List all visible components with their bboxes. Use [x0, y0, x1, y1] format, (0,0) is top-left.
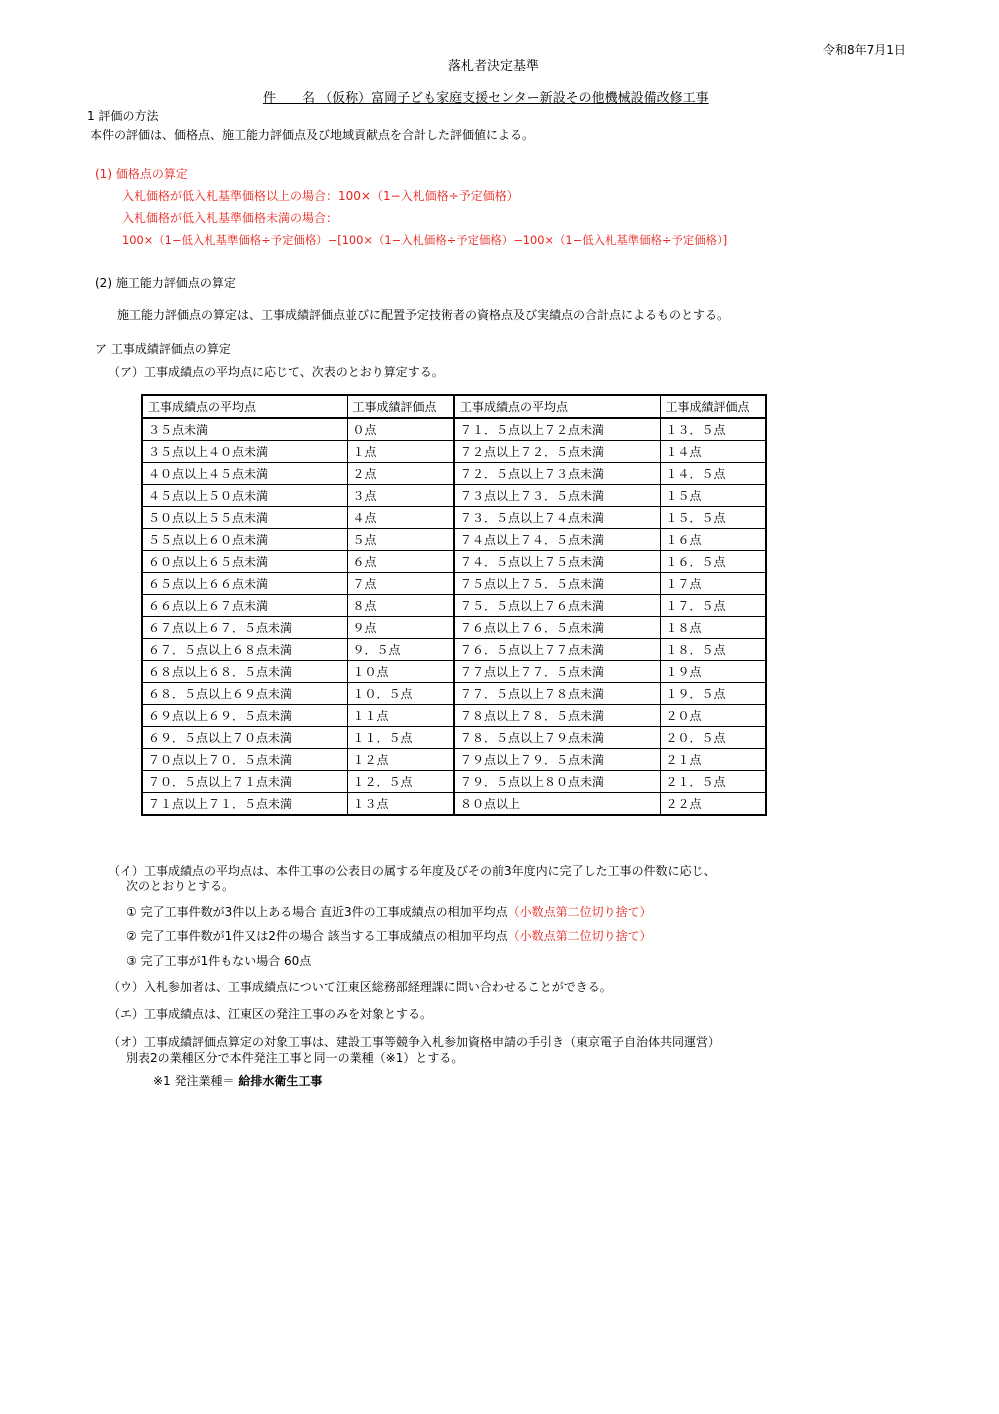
table-cell: ３５点以上４０点未満	[142, 441, 347, 463]
i-item2-text: ② 完了工事件数が1件又は2件の場合 該当する工事成績点の相加平均点	[126, 929, 508, 943]
table-cell: １９．５点	[660, 683, 766, 705]
table-row	[142, 529, 766, 551]
price-heading: (1) 価格点の算定	[95, 167, 188, 181]
table-cell: １２点	[347, 749, 454, 771]
table-cell: ８点	[347, 595, 454, 617]
table-cell: ７０点以上７０．５点未満	[142, 749, 347, 771]
table-cell: １３．５点	[660, 418, 766, 441]
table-cell: ６９．５点以上７０点未満	[142, 727, 347, 749]
table-cell: ７８．５点以上７９点未満	[454, 727, 660, 749]
table-cell: ７６．５点以上７７点未満	[454, 639, 660, 661]
table-cell: １９点	[660, 661, 766, 683]
table-cell: ６０点以上６５点未満	[142, 551, 347, 573]
table-cell: ６８．５点以上６９点未満	[142, 683, 347, 705]
o-line1: （オ）工事成績評価点算定の対象工事は、建設工事等競争入札参加資格申請の手引き（東京電子自治体共同運営）	[108, 1035, 721, 1049]
table-cell: ８０点以上	[454, 793, 660, 816]
table-cell: １０．５点	[347, 683, 454, 705]
table-cell: ７５．５点以上７６点未満	[454, 595, 660, 617]
section1-heading: 1 評価の方法	[87, 109, 159, 123]
table-cell: ２０．５点	[660, 727, 766, 749]
page-title: 落札者決定基準	[448, 59, 540, 74]
i-item1-note: （小数点第二位切り捨て）	[507, 905, 652, 919]
table-cell: ７２．５点以上７３点未満	[454, 463, 660, 485]
table-row	[142, 661, 766, 683]
footnote-label: ※1 発注業種＝	[153, 1074, 235, 1088]
table-cell: １５．５点	[660, 507, 766, 529]
table-cell: １３点	[347, 793, 454, 816]
table-cell: ７点	[347, 573, 454, 595]
table-row	[142, 463, 766, 485]
table-cell: ５５点以上６０点未満	[142, 529, 347, 551]
score-table	[141, 394, 767, 816]
e-line: （エ）工事成績点は、江東区の発注工事のみを対象とする。	[108, 1007, 433, 1021]
i-item2	[126, 928, 652, 944]
table-row	[142, 485, 766, 507]
table-cell: ６７点以上６７．５点未満	[142, 617, 347, 639]
table-row	[142, 749, 766, 771]
table-cell: １４点	[660, 441, 766, 463]
table-row	[142, 551, 766, 573]
date: 令和8年7月1日	[823, 43, 906, 57]
capability-heading: (2) 施工能力評価点の算定	[95, 276, 236, 290]
table-row	[142, 683, 766, 705]
table-header-row	[142, 395, 766, 418]
i-line1: （イ）工事成績点の平均点は、本件工事の公表日の属する年度及びその前3年度内に完了した工事の件数に応じ、	[108, 864, 716, 878]
subject-line: 件 名 （仮称）富岡子ども家庭支援センター新設その他機械設備改修工事	[263, 91, 709, 106]
table-cell: １２．５点	[347, 771, 454, 793]
table-cell: １６．５点	[660, 551, 766, 573]
table-cell: ７５点以上７５．５点未満	[454, 573, 660, 595]
table-row	[142, 617, 766, 639]
table-row	[142, 771, 766, 793]
table-row	[142, 727, 766, 749]
table-cell: ６９点以上６９．５点未満	[142, 705, 347, 727]
table-cell: ７３．５点以上７４点未満	[454, 507, 660, 529]
table-cell: ７９．５点以上８０点未満	[454, 771, 660, 793]
footnote-value: 給排水衛生工事	[238, 1074, 323, 1088]
table-cell: ７４．５点以上７５点未満	[454, 551, 660, 573]
table-cell: ７６点以上７６．５点未満	[454, 617, 660, 639]
table-cell: ４５点以上５０点未満	[142, 485, 347, 507]
i-item2-note: （小数点第二位切り捨て）	[507, 929, 652, 943]
table-row	[142, 418, 766, 441]
table-cell: １６点	[660, 529, 766, 551]
table-cell: １０点	[347, 661, 454, 683]
table-cell: ７７．５点以上７８点未満	[454, 683, 660, 705]
table-cell: １８点	[660, 617, 766, 639]
table-cell: ７９点以上７９．５点未満	[454, 749, 660, 771]
a-sub: （ア）工事成績点の平均点に応じて、次表のとおり算定する。	[108, 365, 444, 379]
table-cell: ６７．５点以上６８点未満	[142, 639, 347, 661]
table-cell: ７１点以上７１．５点未満	[142, 793, 347, 816]
table-cell: ６点	[347, 551, 454, 573]
table-row	[142, 705, 766, 727]
table-cell: ７１．５点以上７２点未満	[454, 418, 660, 441]
header-cell: 工事成績点の平均点	[454, 395, 660, 418]
table-row	[142, 639, 766, 661]
table-cell: １４．５点	[660, 463, 766, 485]
price-line1: 入札価格が低入札基準価格以上の場合：100×（1−入札価格÷予定価格）	[122, 189, 519, 203]
table-cell: ６５点以上６６点未満	[142, 573, 347, 595]
table-cell: １７．５点	[660, 595, 766, 617]
table-row	[142, 441, 766, 463]
table-row	[142, 793, 766, 816]
table-cell: ７３点以上７３．５点未満	[454, 485, 660, 507]
table-row	[142, 573, 766, 595]
table-cell: ２２点	[660, 793, 766, 816]
i-item3: ③ 完了工事が1件もない場合 60点	[126, 954, 312, 968]
table-cell: ７８点以上７８．５点未満	[454, 705, 660, 727]
table-cell: ２１．５点	[660, 771, 766, 793]
table-cell: ４点	[347, 507, 454, 529]
i-line2: 次のとおりとする。	[126, 879, 235, 893]
table-cell: ７２点以上７２．５点未満	[454, 441, 660, 463]
table-cell: ９点	[347, 617, 454, 639]
table-cell: ６６点以上６７点未満	[142, 595, 347, 617]
table-cell: ４０点以上４５点未満	[142, 463, 347, 485]
i-item1-text: ① 完了工事件数が3件以上ある場合 直近3件の工事成績点の相加平均点	[126, 905, 508, 919]
table-cell: １５点	[660, 485, 766, 507]
table-row	[142, 507, 766, 529]
table-cell: ７７点以上７７．５点未満	[454, 661, 660, 683]
table-cell: １８．５点	[660, 639, 766, 661]
table-cell: ０点	[347, 418, 454, 441]
table-cell: １１点	[347, 705, 454, 727]
table-cell: １点	[347, 441, 454, 463]
table-cell: ９．５点	[347, 639, 454, 661]
table-cell: ２１点	[660, 749, 766, 771]
price-line2: 入札価格が低入札基準価格未満の場合：	[122, 211, 339, 225]
table-cell: ７０．５点以上７１点未満	[142, 771, 347, 793]
table-cell: ２０点	[660, 705, 766, 727]
i-item1	[126, 904, 652, 920]
table-cell: １１．５点	[347, 727, 454, 749]
table-cell: ２点	[347, 463, 454, 485]
header-cell: 工事成績評価点	[660, 395, 766, 418]
a-heading: ア 工事成績評価点の算定	[95, 342, 231, 356]
table-cell: ３５点未満	[142, 418, 347, 441]
table-cell: ６８点以上６８．５点未満	[142, 661, 347, 683]
header-cell: 工事成績点の平均点	[142, 395, 347, 418]
header-cell: 工事成績評価点	[347, 395, 454, 418]
footnote	[153, 1073, 322, 1089]
table-cell: ５０点以上５５点未満	[142, 507, 347, 529]
table-cell: １７点	[660, 573, 766, 595]
u-line: （ウ）入札参加者は、工事成績点について江東区総務部経理課に問い合わせることができる。	[108, 980, 612, 994]
section1-intro: 本件の評価は、価格点、施工能力評価点及び地域貢献点を合計した評価値による。	[90, 128, 535, 142]
table-cell: ５点	[347, 529, 454, 551]
table-cell: ３点	[347, 485, 454, 507]
price-line3: 100×（1−低入札基準価格÷予定価格）−[100×（1−入札価格÷予定価格）−100×（1−低入札基準価格÷予定価格）]	[122, 233, 728, 247]
capability-text: 施工能力評価点の算定は、工事成績評価点並びに配置予定技術者の資格点及び実績点の合計点によるものとする。	[117, 308, 730, 322]
o-line2: 別表2の業種区分で本件発注工事と同一の業種（※1）とする。	[126, 1051, 464, 1065]
table-cell: ７４点以上７４．５点未満	[454, 529, 660, 551]
table-row	[142, 595, 766, 617]
